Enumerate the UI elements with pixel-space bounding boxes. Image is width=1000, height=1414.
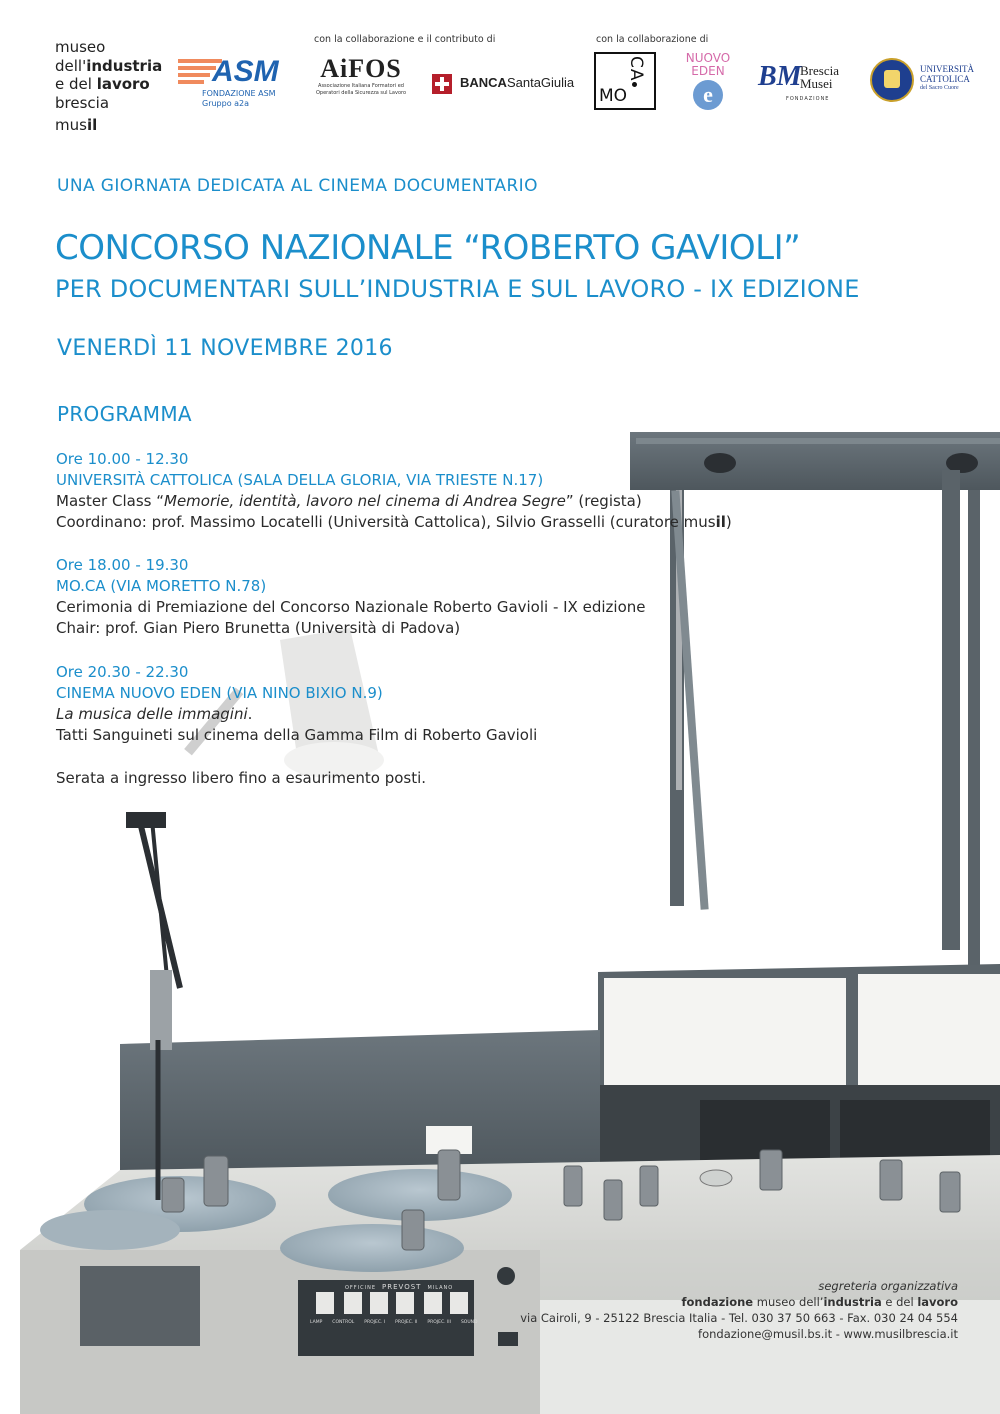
bm-line2: Musei <box>800 76 833 91</box>
aifos-logo <box>312 55 410 107</box>
moca-top: CA <box>626 56 646 82</box>
panel-right-label: MILANO <box>427 1285 454 1291</box>
credit-contributors: con la collaborazione e il contributo di <box>314 34 496 45</box>
page-title: CONCORSO NAZIONALE “ROBERTO GAVIOLI” <box>55 228 801 268</box>
event-time: Ore 20.30 - 22.30 <box>56 663 189 681</box>
org-bold: fondazione <box>681 1295 754 1309</box>
desc-text: Master Class “ <box>56 492 164 510</box>
brescia-musei-logo <box>758 62 856 104</box>
org-text: e del <box>881 1295 918 1309</box>
event-speaker: Tatti Sanguineti sul cinema della Gamma Film di Roberto Gavioli <box>56 726 538 744</box>
event-description: Cerimonia di Premiazione del Concorso Nazionale Roberto Gavioli - IX edizione <box>56 598 646 616</box>
logo-line: brescia <box>55 93 110 112</box>
panel-button-labels <box>310 1320 477 1325</box>
banca-cross-icon <box>432 74 452 94</box>
panel-button-label: CONTROL <box>332 1320 355 1325</box>
org-bold: lavoro <box>917 1295 958 1309</box>
event-description <box>56 704 537 725</box>
banca-santagiulia-logo <box>432 70 575 98</box>
panel-button-label: SOUND <box>460 1320 478 1325</box>
desc-bold: il <box>715 513 726 531</box>
event-chair: Chair: prof. Gian Piero Brunetta (Università di Padova) <box>56 619 461 637</box>
asm-name: ASM <box>212 55 279 88</box>
secretariat-info <box>520 1278 958 1342</box>
credit-collaboration: con la collaborazione di <box>596 34 709 45</box>
event-description <box>56 491 732 512</box>
logo-line <box>55 116 162 135</box>
panel-left-label: OFFICINE <box>345 1285 377 1291</box>
logo-text-bold: lavoro <box>96 75 150 93</box>
logo-text: dell' <box>55 56 87 75</box>
event-time: Ore 18.00 - 19.30 <box>56 556 189 574</box>
entry-note: Serata a ingresso libero fino a esaurimento posti. <box>56 769 427 787</box>
desc-italic: La musica delle immagini <box>56 705 248 723</box>
logo-line <box>55 75 162 94</box>
moca-dot-icon <box>632 82 637 87</box>
desc-text: ) <box>725 513 732 531</box>
panel-brand: PREVOST <box>382 1283 422 1291</box>
logo-text: e del <box>55 75 97 93</box>
program-event-2 <box>56 555 645 639</box>
asm-foundation-logo <box>178 55 290 107</box>
event-venue: UNIVERSITÀ CATTOLICA (SALA DELLA GLORIA, VIA TRIESTE N.17) <box>56 471 544 489</box>
desc-italic: Memorie, identità, lavoro nel cinema di Andrea Segre <box>164 492 566 510</box>
page-subtitle: PER DOCUMENTARI SULL’INDUSTRIA E SUL LAVORO - IX EDIZIONE <box>55 275 860 303</box>
program-event-1 <box>56 449 732 533</box>
asm-group: Gruppo a2a <box>202 99 250 108</box>
logo-text: mus <box>55 116 87 134</box>
asm-sub: FONDAZIONE ASM <box>202 89 276 98</box>
panel-button-label: PROJEC. II <box>395 1320 418 1325</box>
logo-line: museo <box>55 38 106 56</box>
nuovo-eden-logo <box>682 52 734 112</box>
ucsc-line1: UNIVERSITÀ <box>920 64 974 74</box>
bm-mark: BM <box>758 61 802 92</box>
desc-text: ” (regista) <box>565 492 642 510</box>
musil-logo <box>55 38 162 135</box>
ucsc-line2: CATTOLICA <box>920 74 970 84</box>
eden-e-icon: e <box>693 80 723 110</box>
logo-text-bold: industria <box>86 56 163 75</box>
bm-line1: Brescia <box>800 63 839 78</box>
eden-mid: EDEN <box>691 64 725 78</box>
banca-name-part1: BANCA <box>460 75 507 90</box>
event-time: Ore 10.00 - 12.30 <box>56 450 189 468</box>
moca-logo <box>594 52 656 110</box>
desc-text: Coordinano: prof. Massimo Locatelli (Università Cattolica), Silvio Grasselli (curatore mus <box>56 513 716 531</box>
event-coordinators <box>56 512 732 533</box>
secretariat-label: segreteria organizzativa <box>818 1279 958 1293</box>
moca-bottom: MO <box>599 86 628 106</box>
aifos-sub2: Operatori della Sicurezza sul Lavoro <box>315 90 407 96</box>
event-venue: CINEMA NUOVO EDEN (VIA NINO BIXIO N.9) <box>56 684 383 702</box>
eden-top: NUOVO <box>685 51 731 65</box>
desc-text: . <box>247 705 253 723</box>
panel-button-label: LAMP <box>310 1320 323 1325</box>
machine-brand-label <box>345 1283 453 1291</box>
event-date: VENERDÌ 11 NOVEMBRE 2016 <box>57 336 393 361</box>
org-bold: industria <box>823 1295 882 1309</box>
logo-line <box>55 57 162 76</box>
aifos-sub1: Associazione Italiana Formatori ed <box>318 83 404 89</box>
panel-button-label: PROJEC. III <box>427 1320 451 1325</box>
bm-line3: FONDAZIONE <box>786 96 830 102</box>
ucsc-line3: del Sacro Cuore <box>920 85 959 91</box>
secretariat-address: via Cairoli, 9 - 25122 Brescia Italia - Tel. 030 37 50 663 - Fax. 030 24 04 554 <box>520 1311 958 1325</box>
kicker: UNA GIORNATA DEDICATA AL CINEMA DOCUMENTARIO <box>57 176 538 196</box>
program-event-3 <box>56 662 537 746</box>
banca-name-part2: SantaGiulia <box>506 75 575 90</box>
aifos-name: AiFOS <box>320 54 402 83</box>
logo-text-bold: il <box>86 116 98 134</box>
banca-name <box>460 75 574 90</box>
program-heading: PROGRAMMA <box>57 402 192 426</box>
secretariat-org <box>520 1294 958 1310</box>
panel-button-label: PROJEC. I <box>364 1320 386 1325</box>
event-venue: MO.CA (VIA MORETTO N.78) <box>56 577 267 595</box>
ucsc-seal-icon <box>870 58 914 102</box>
secretariat-contacts[interactable]: fondazione@musil.bs.it - www.musilbrescia.it <box>698 1327 958 1341</box>
ucsc-logo <box>870 58 974 108</box>
org-text: museo dell’ <box>753 1295 824 1309</box>
